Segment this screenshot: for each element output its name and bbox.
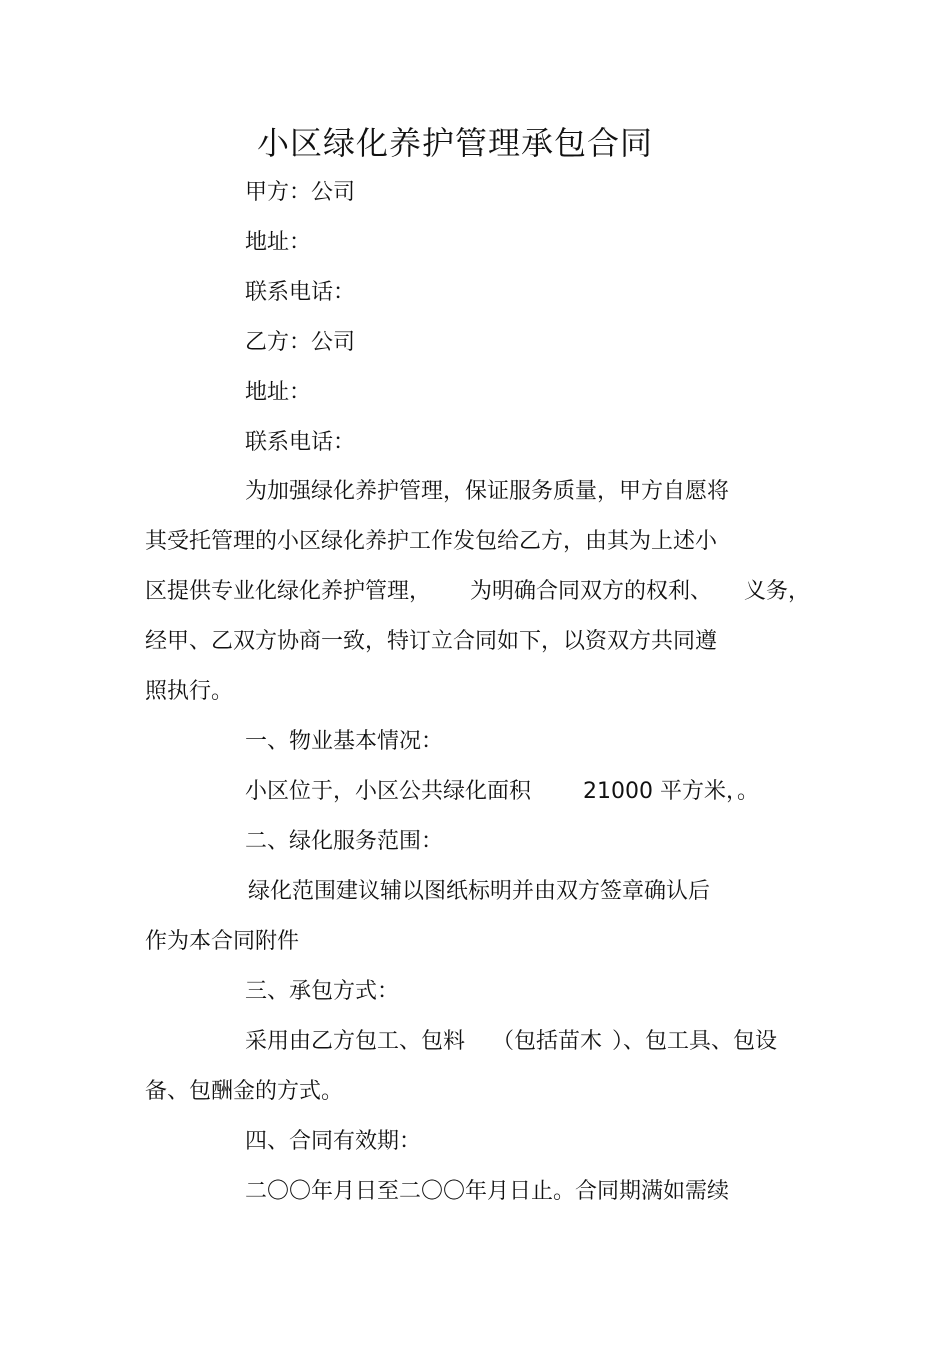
section-4-line-1: 二〇〇年月日至二〇〇年月日止。合同期满如需续 xyxy=(245,1179,730,1204)
section-3-line-1a: 采用由乙方包工、包料 xyxy=(245,1029,466,1054)
section-1-text-b: 21000 平方米，。 xyxy=(583,779,759,804)
party-b-address: 地址： xyxy=(245,380,312,405)
preamble-line-2: 其受托管理的小区绿化养护工作发包给乙方，由其为上述小 xyxy=(145,529,718,554)
section-1-heading: 一、物业基本情况： xyxy=(245,729,444,754)
section-2-heading: 二、绿化服务范围： xyxy=(245,829,444,854)
party-b-name: 乙方：公司 xyxy=(245,330,356,355)
document-title: 小区绿化养护管理承包合同 xyxy=(256,124,653,162)
section-2-line-1: 绿化范围建议辅以图纸标明并由双方签章确认后 xyxy=(248,879,711,904)
section-3-line-1b: （包括苗木 xyxy=(492,1029,603,1054)
preamble-line-3b: 为明确合同双方的权利、 xyxy=(470,579,713,604)
section-3-line-1c: ）、包工具、包设 xyxy=(612,1029,778,1054)
preamble-line-5: 照执行。 xyxy=(145,679,234,704)
section-2-line-2: 作为本合同附件 xyxy=(145,929,300,954)
preamble-line-4: 经甲、乙双方协商一致，特订立合同如下，以资双方共同遵 xyxy=(145,629,718,654)
party-a-name: 甲方：公司 xyxy=(245,180,356,205)
party-a-address: 地址： xyxy=(245,230,312,255)
preamble-line-3c: 义务， xyxy=(744,579,811,604)
party-a-phone: 联系电话： xyxy=(245,280,356,305)
preamble-line-1: 为加强绿化养护管理，保证服务质量，甲方自愿将 xyxy=(245,479,730,504)
section-4-heading: 四、合同有效期： xyxy=(245,1129,422,1154)
section-3-line-2: 备、包酬金的方式。 xyxy=(145,1079,344,1104)
section-3-heading: 三、承包方式： xyxy=(245,979,400,1004)
section-1-text-a: 小区位于，小区公共绿化面积 xyxy=(245,779,532,804)
party-b-phone: 联系电话： xyxy=(245,430,356,455)
preamble-line-3a: 区提供专业化绿化养护管理， xyxy=(145,579,432,604)
